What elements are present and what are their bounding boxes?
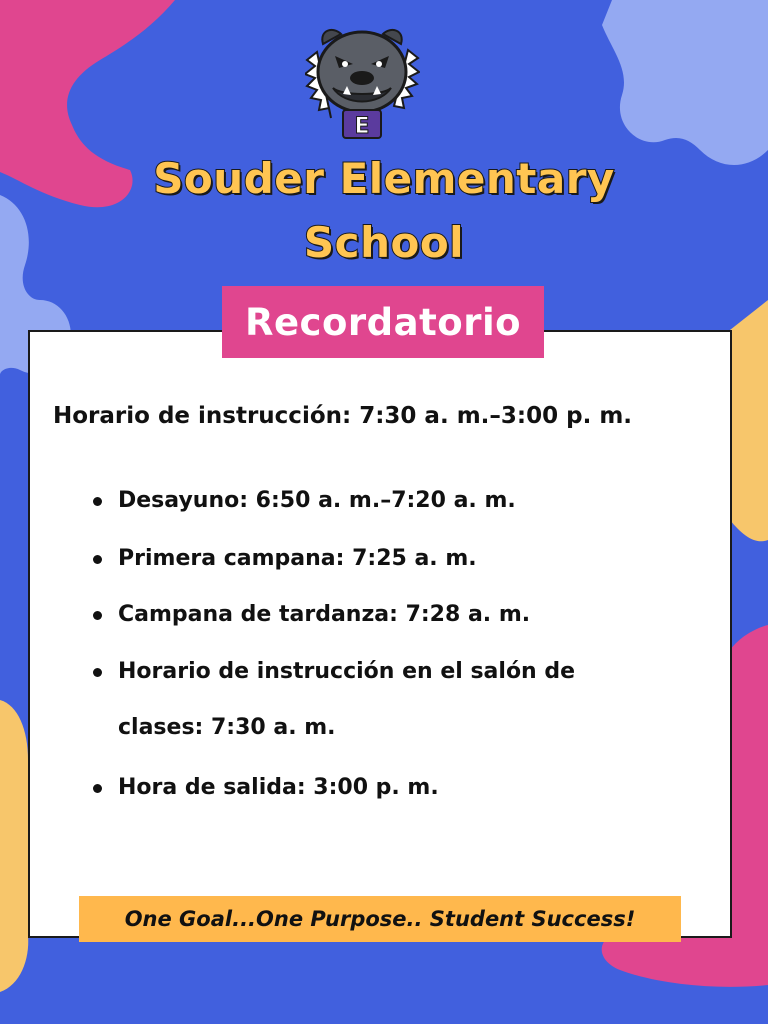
bullet-dot <box>93 611 102 620</box>
school-title-line-2: School <box>303 218 465 267</box>
reminder-banner-label: Recordatorio <box>244 300 522 344</box>
school-title-line-1: Souder Elementary <box>153 154 615 203</box>
schedule-item-breakfast: Desayuno: 6:50 a. m.–7:20 a. m. <box>118 488 516 513</box>
motto-banner <box>79 896 681 942</box>
schedule-item-tardy-bell: Campana de tardanza: 7:28 a. m. <box>118 602 531 627</box>
svg-text:E: E <box>354 114 370 139</box>
schedule-item-first-bell: Primera campana: 7:25 a. m. <box>118 546 477 571</box>
schedule-item-dismissal: Hora de salida: 3:00 p. m. <box>118 775 439 800</box>
yellow-blob-left-bottom <box>0 700 28 935</box>
schedule-item-classroom-instruction: Horario de instrucción en el salón de <box>118 659 576 684</box>
bullet-dot <box>93 668 102 677</box>
yellow-blob-left-bottom-2 <box>0 935 28 992</box>
light-blue-blob-top-right <box>602 0 768 165</box>
yellow-blob-right <box>730 300 768 541</box>
motto-text: One Goal...One Purpose.. Student Success! <box>124 907 636 931</box>
bullet-dot <box>93 555 102 564</box>
schedule-item-classroom-instruction-cont: clases: 7:30 a. m. <box>118 715 336 740</box>
reminder-banner <box>222 286 544 358</box>
bullet-dot <box>93 497 102 506</box>
instruction-hours: Horario de instrucción: 7:30 a. m.–3:00 p. m. <box>53 403 633 429</box>
bulldog-mascot-icon <box>305 22 420 140</box>
bullet-dot <box>93 784 102 793</box>
